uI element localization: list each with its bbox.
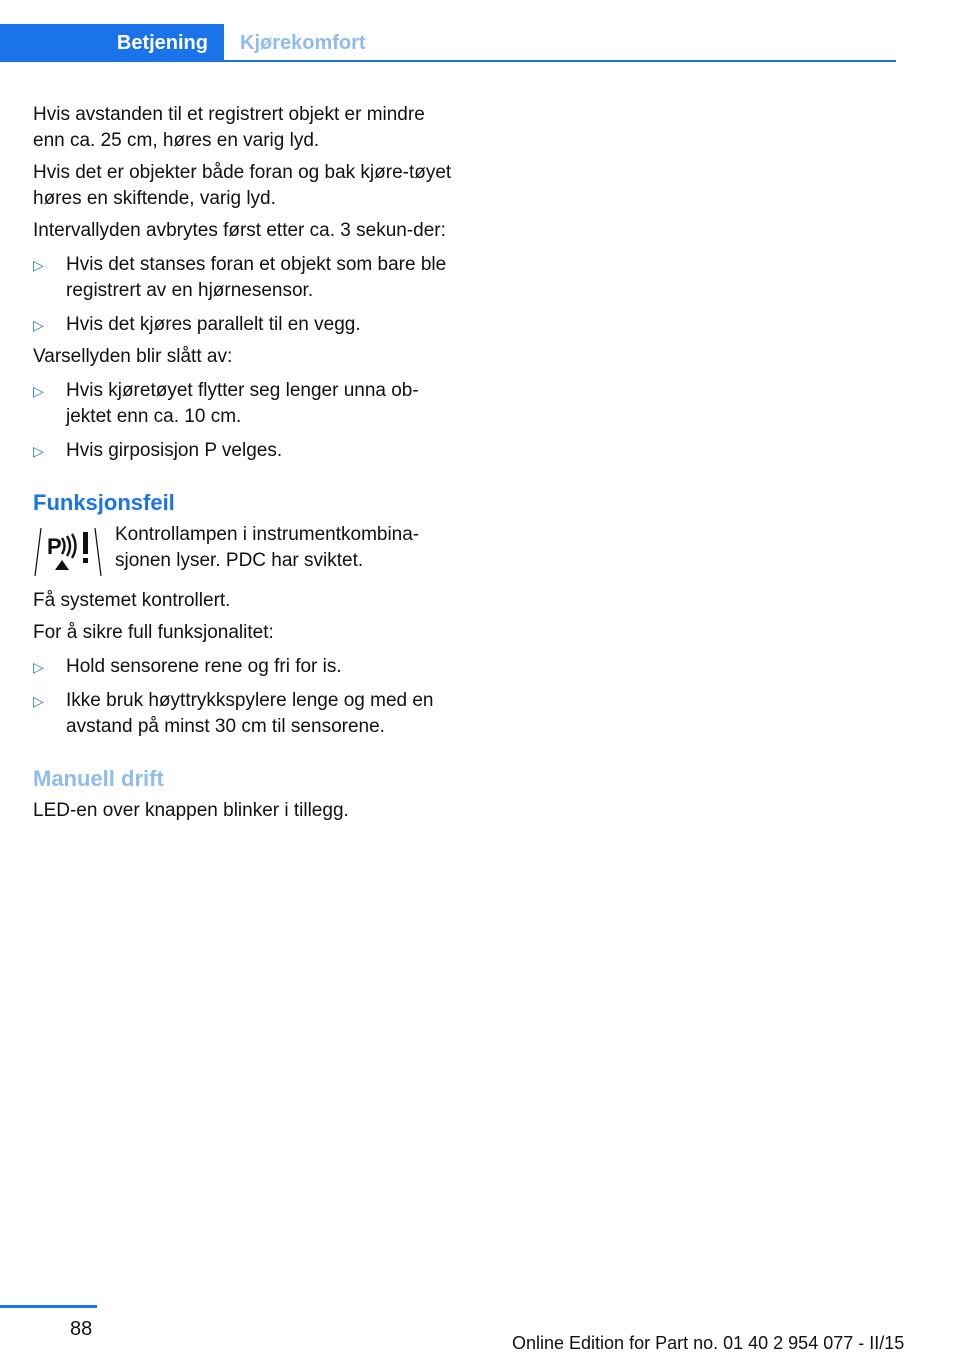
paragraph: LED-en over knappen blinker i tillegg. [33, 800, 349, 821]
list-item-text: Hold sensorene rene og fri for is. [66, 656, 342, 677]
list-item-text: Ikke bruk høyttrykkspylere lenge og med en avstand på minst 30 cm til sensorene. [66, 690, 434, 737]
paragraph: Varsellyden blir slått av: [33, 346, 233, 367]
list-item-text: Hvis det kjøres parallelt til en vegg. [66, 314, 361, 335]
tab-kjorekomfort[interactable]: Kjørekomfort [240, 31, 366, 54]
list-item-text: Hvis girposisjon P velges. [66, 440, 283, 461]
tab-betjening[interactable]: Betjening [0, 24, 224, 62]
page-content [33, 102, 453, 830]
paragraph: Få systemet kontrollert. [33, 590, 231, 611]
triangle-bullet-icon: ▷ [33, 443, 44, 459]
paragraph: Intervallyden avbrytes først etter ca. 3 sekun-der: [33, 220, 446, 241]
footer-divider [0, 1305, 97, 1308]
header-divider [0, 60, 896, 62]
pdc-warning-icon [33, 522, 103, 578]
list-item-text: Hvis det stanses foran et objekt som bare ble registrert av en hjørnesensor. [66, 254, 447, 301]
paragraph: Hvis det er objekter både foran og bak kjøre-tøyet høres en skiftende, varig lyd. [33, 162, 452, 209]
list-item-text: Hvis kjøretøyet flytter seg lenger unna ob-jektet enn ca. 10 cm. [66, 380, 419, 427]
warning-row [33, 522, 453, 578]
triangle-bullet-icon: ▷ [33, 693, 44, 709]
paragraph: For å sikre full funksjonalitet: [33, 622, 274, 643]
warning-text: Kontrollampen i instrumentkombina-sjonen lyser. PDC har sviktet. [115, 524, 420, 571]
triangle-bullet-icon: ▷ [33, 317, 44, 333]
list-item [33, 438, 453, 464]
list-item [33, 378, 453, 430]
list-item [33, 312, 453, 338]
bullet-list [33, 378, 453, 464]
triangle-bullet-icon: ▷ [33, 383, 44, 399]
bullet-list [33, 252, 453, 338]
list-item [33, 654, 453, 680]
paragraph: Hvis avstanden til et registrert objekt er mindre enn ca. 25 cm, høres en varig lyd. [33, 104, 425, 151]
list-item [33, 688, 453, 740]
edition-note: Online Edition for Part no. 01 40 2 954 077 - II/15 [512, 1333, 905, 1353]
list-item [33, 252, 453, 304]
section-title-manuell-drift: Manuell drift [33, 766, 164, 791]
triangle-bullet-icon: ▷ [33, 659, 44, 675]
section-title-funksjonsfeil: Funksjonsfeil [33, 490, 175, 515]
triangle-bullet-icon: ▷ [33, 257, 44, 273]
bullet-list [33, 654, 453, 740]
page-number: 88 [70, 1318, 93, 1340]
svg-text:P: P [47, 534, 62, 559]
